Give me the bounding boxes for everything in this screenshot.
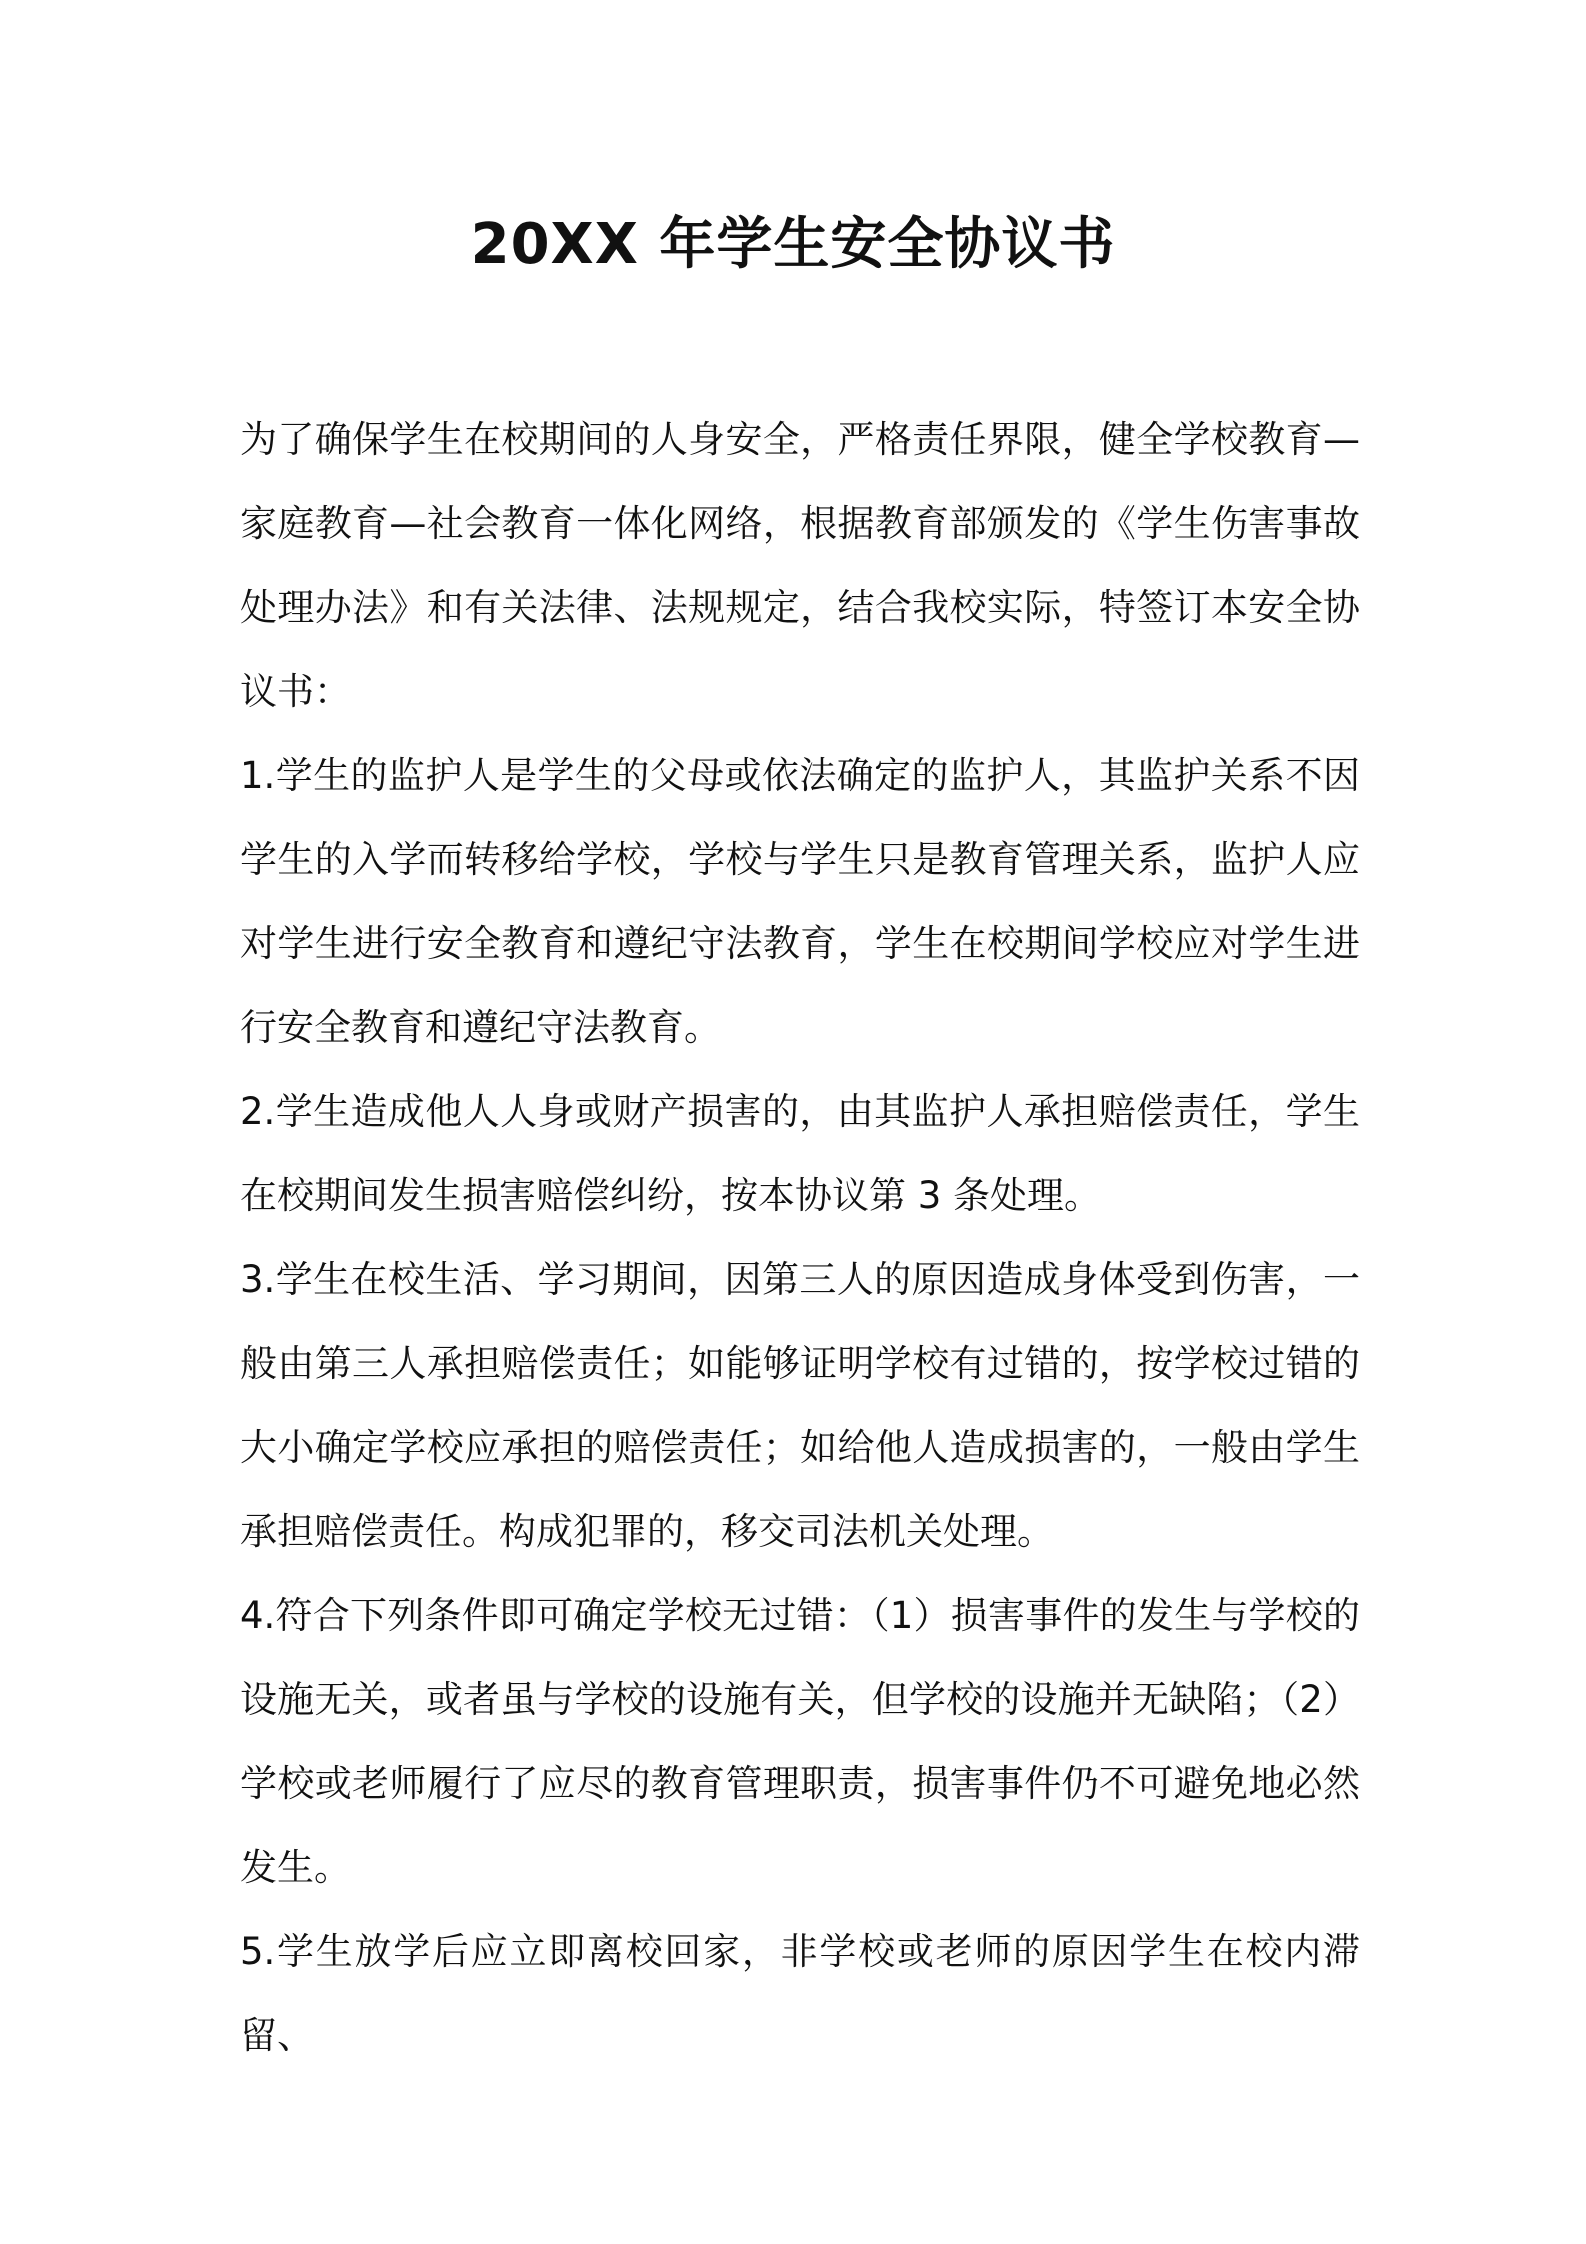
intro-paragraph: 为了确保学生在校期间的人身安全，严格责任界限，健全学校教育—家庭教育—社会教育一体化网络，根据教育部颁发的《学生伤害事故处理办法》和有关法律、法规规定，结合我校实际，特签订本安全协议书：	[240, 418, 1360, 713]
clause-4-paragraph: 4.符合下列条件即可确定学校无过错：（1）损害事件的发生与学校的设施无关，或者虽与学校的设施有关，但学校的设施并无缺陷；（2）学校或老师履行了应尽的教育管理职责，损害事件仍不可避免地必然发生。	[240, 1594, 1360, 1889]
clause-1-paragraph: 1.学生的监护人是学生的父母或依法确定的监护人，其监护关系不因学生的入学而转移给学校，学校与学生只是教育管理关系，监护人应对学生进行安全教育和遵纪守法教育，学生在校期间学校应对学生进行安全教育和遵纪守法教育。	[240, 754, 1360, 1049]
document-body	[240, 398, 1360, 2078]
clause-5-paragraph: 5.学生放学后应立即离校回家，非学校或老师的原因学生在校内滞留、	[240, 1930, 1360, 2057]
document-title: 20XX 年学生安全协议书	[470, 212, 1116, 277]
clause-3-paragraph: 3.学生在校生活、学习期间，因第三人的原因造成身体受到伤害，一般由第三人承担赔偿责任；如能够证明学校有过错的，按学校过错的大小确定学校应承担的赔偿责任；如给他人造成损害的，一般由学生承担赔偿责任。构成犯罪的，移交司法机关处理。	[240, 1258, 1360, 1553]
clause-2-paragraph: 2.学生造成他人人身或财产损害的，由其监护人承担赔偿责任，学生在校期间发生损害赔偿纠纷，按本协议第 3 条处理。	[240, 1090, 1360, 1217]
